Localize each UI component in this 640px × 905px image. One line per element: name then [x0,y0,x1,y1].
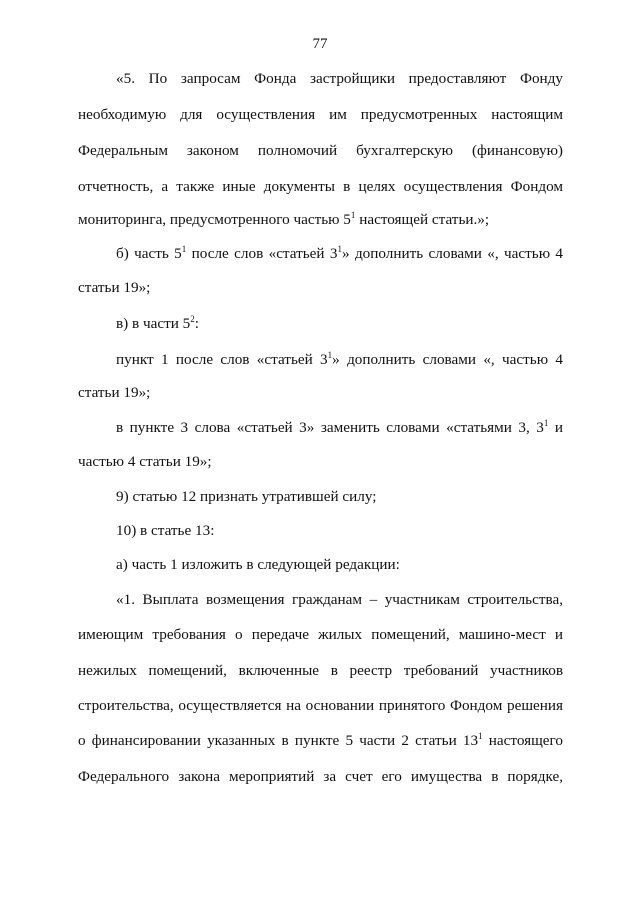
superscript: 1 [543,418,549,428]
text-line: о финансировании указанных в пункте 5 части 2 статьи $13^1$ настоящего [78,731,563,749]
superscript: 2 [190,314,195,324]
text-line: пункт 1 после слов «статьей $3^1$» дополнить словами «, частью 4 [116,350,563,368]
text-line: статьи 19»; [78,279,151,296]
text-line: б) часть $5^1$ после слов «статьей $3^1$» дополнить словами «, частью 4 [116,244,564,262]
page-number: 77 [312,36,328,52]
text-line: 10) в статье 13: [116,522,215,539]
text-line: необходимую для осуществления им предусмотренных настоящим [78,106,563,123]
superscript: 1 [337,244,342,254]
text-line: строительства, осуществляется на основании принятого Фондом решения [78,697,563,714]
text-line: Федеральным законом полномочий бухгалтерскую (финансовую) [78,142,563,159]
text-line: нежилых помещений, включенные в реестр требований участников [78,662,563,679]
text-line: 9) статью 12 признать утратившей силу; [116,488,377,505]
superscript: 1 [327,350,333,360]
text-line: а) часть 1 изложить в следующей редакции: [116,556,400,573]
text-line: мониторинга, предусмотренного частью $5^1$ настоящей статьи.»; [78,210,490,228]
text-line: имеющим требования о передаче жилых помещений, машино-мест и [78,626,563,643]
text-line: Федерального закона мероприятий за счет его имущества в порядке, [78,768,563,785]
superscript: 1 [350,210,356,220]
superscript: 1 [478,731,483,741]
text-line: в) в части $5^2$: [116,314,200,332]
text-line: отчетность, а также иные документы в целях осуществления Фондом [78,178,563,195]
text-line: «5. По запросам Фонда застройщики предоставляют Фонду [116,70,563,87]
text-line: частью 4 статьи 19»; [78,453,212,470]
superscript: 1 [181,244,187,254]
text-line: в пункте 3 слова «статьей 3» заменить словами «статьями 3, $3^1$ и [116,418,563,436]
text-line: статьи 19»; [78,384,151,401]
text-line: «1. Выплата возмещения гражданам – участникам строительства, [116,591,563,608]
